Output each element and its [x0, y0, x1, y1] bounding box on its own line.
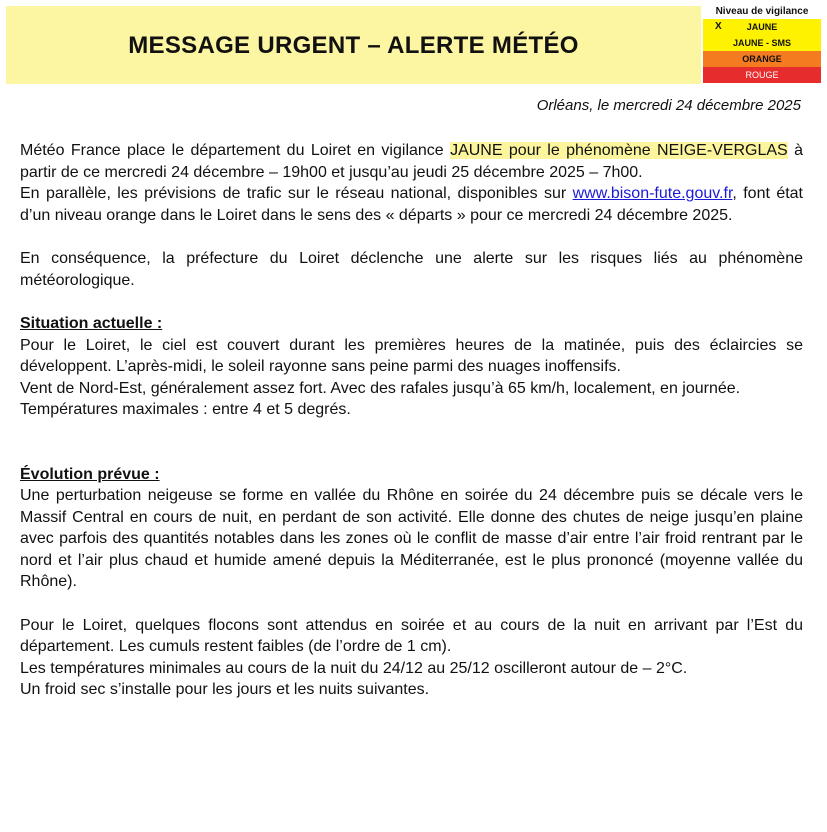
legend-level-label: ROUGE	[745, 70, 779, 80]
situation-temperatures: Températures maximales : entre 4 et 5 degrés.	[20, 401, 351, 418]
vigilance-highlight: JAUNE pour le phénomène NEIGE-VERGLAS	[450, 142, 788, 159]
situation-heading: Situation actuelle :	[20, 315, 163, 332]
evolution-min-temps: Les températures minimales au cours de la nuit du 24/12 au 25/12 oscilleront autour de – 2°C.	[20, 659, 688, 677]
intro-paragraph	[20, 140, 803, 183]
traffic-paragraph	[20, 183, 803, 226]
document-body	[20, 140, 803, 701]
situation-sky: Pour le Loiret, le ciel est couvert durant les premières heures de la matinée, puis des éclaircies se développent. L’après-midi, le soleil rayonne sans peine parmi des nuages inoffensifs.	[20, 336, 803, 375]
legend-level-jaune-sms	[703, 35, 821, 51]
traffic-text-end: , font état d’un niveau orange dans le Loiret dans le sens des « départs » pour ce mercredi 24 décembre 2025.	[20, 185, 804, 224]
legend-level-rouge	[703, 67, 821, 83]
evolution-heading: Évolution prévue :	[20, 465, 160, 483]
legend-level-orange	[703, 51, 821, 67]
date-line: Orléans, le mercredi 24 décembre 2025	[536, 97, 801, 114]
legend-level-label: JAUNE	[746, 22, 778, 32]
legend-level-jaune	[703, 19, 821, 35]
evolution-loiret: Pour le Loiret, quelques flocons sont attendus en soirée et au cours de la nuit en arrivant par l’Est du département. Les cumuls restent faibles (de l’ordre de 1 cm).	[20, 616, 803, 655]
situation-wind: Vent de Nord-Est, généralement assez fort. Avec des rafales jusqu’à 65 km/h, localement, en journée.	[20, 379, 741, 397]
selected-level-mark: X	[715, 21, 722, 32]
evolution-perturbation: Une perturbation neigeuse se forme en vallée du Rhône en soirée du 24 décembre puis se décale vers le Massif Central en cours de nuit, en perdant de son activité. Elle donne des chutes de neige jusqu’en plaine avec parfois des quantités notables dans les zones où le conflit de masse d’air entre l’air froid rentrant par le nord et l’air plus chaud et humide amené depuis la Méditerranée, est le plus prononcé (moyenne vallée du Rhône).	[20, 487, 803, 590]
vigilance-legend	[703, 5, 821, 83]
bison-fute-link[interactable]: www.bison-fute.gouv.fr	[572, 185, 733, 202]
page-title: MESSAGE URGENT – ALERTE MÉTÉO	[128, 32, 579, 59]
legend-level-label: ORANGE	[742, 54, 782, 64]
evolution-cold: Un froid sec s’installe pour les jours et les nuits suivantes.	[20, 681, 430, 698]
intro-text: Météo France place le département du Loiret en vigilance	[20, 142, 451, 159]
header-banner	[6, 6, 701, 84]
intro-text-end: à partir de ce mercredi 24 décembre – 19h00 et jusqu’au jeudi 25 décembre 2025 – 7h00.	[20, 142, 804, 181]
legend-title: Niveau de vigilance	[715, 6, 809, 17]
legend-level-label: JAUNE - SMS	[732, 38, 791, 48]
consequence-paragraph: En conséquence, la préfecture du Loiret déclenche une alerte sur les risques liés au phénomène météorologique.	[20, 250, 803, 289]
traffic-text: En parallèle, les prévisions de trafic sur le réseau national, disponibles sur	[20, 185, 573, 202]
